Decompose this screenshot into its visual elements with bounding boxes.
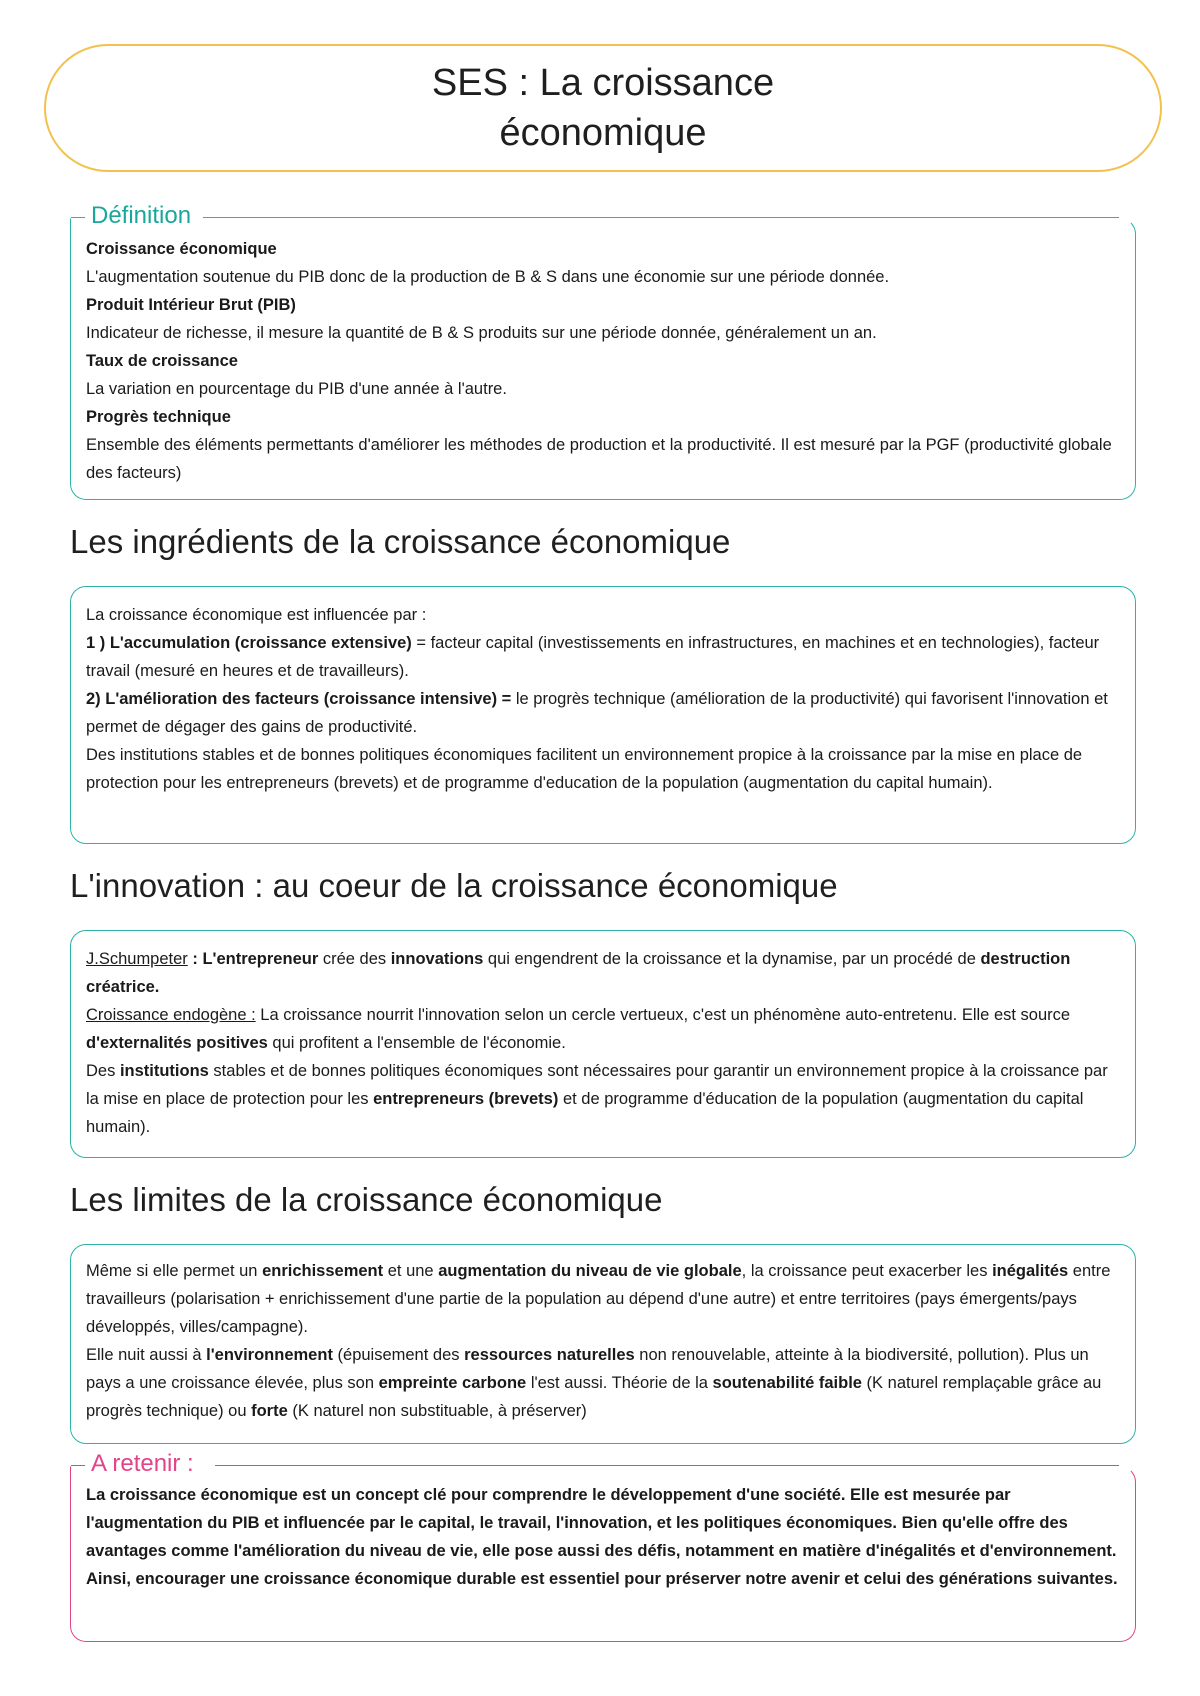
limites-a-text-1: Même si elle permet un <box>86 1262 263 1280</box>
ingredients-paragraph-3: Des institutions stables et de bonnes politiques économiques facilitent un environnement propice à la croissance par la mise en place de protection pour les entrepreneurs (brevets) et de programme d'education de la population (augmentation du capital humain). <box>86 746 1083 792</box>
innovation-b-bold-1: d'externalités positives <box>86 1034 268 1052</box>
retenir-box <box>70 1450 1136 1642</box>
innovation-b-text-1: La croissance nourrit l'innovation selon un cercle vertueux, c'est un phénomène auto-entretenu. Elle est source <box>255 1006 1071 1024</box>
ingredients-p1-bold: 1 ) L'accumulation (croissance extensive) <box>86 634 412 652</box>
definition-text: Indicateur de richesse, il mesure la quantité de B & S produits sur une période donnée, généralement un an. <box>86 324 877 342</box>
innovation-c-bold-3: (brevets) <box>488 1090 559 1108</box>
section-heading-limites: Les limites de la croissance économique <box>70 1181 663 1218</box>
innovation-a-bold-2: innovations <box>390 950 484 968</box>
definition-text: Ensemble des éléments permettants d'améliorer les méthodes de production et la productivité. Il est mesuré par la PGF (productivité globale des facteurs) <box>86 436 1112 482</box>
ingredients-p1-text: = facteur capital (investissements en infrastructures, en machines et en technologies), facteur travail (mesuré en heures et de travailleurs). <box>86 634 1100 680</box>
section-heading-innovation: L'innovation : au coeur de la croissance économique <box>70 867 838 904</box>
definition-term: Produit Intérieur Brut (PIB) <box>86 296 296 314</box>
innovation-c-text-2: stables et de bonnes politiques économiques sont nécessaires pour garantir un environnement propice à la croissance par la mise en place de protection pour les <box>86 1062 1108 1108</box>
limites-paragraph-1 <box>86 1257 1119 1341</box>
limites-b-bold-2: ressources naturelles <box>464 1346 635 1364</box>
limites-b-bold-4: soutenabilité faible <box>712 1374 862 1392</box>
limites-a-bold-3: inégalités <box>992 1262 1069 1280</box>
retenir-box-top-border-left <box>71 1465 85 1466</box>
innovation-a-text-1: crée des <box>318 950 391 968</box>
limites-b-text-4: l'est aussi. Théorie de la <box>526 1374 713 1392</box>
innovation-paragraph-2 <box>86 1001 1119 1057</box>
definition-box-top-border <box>203 217 1119 218</box>
definition-term: Progrès technique <box>86 408 231 426</box>
ingredients-p2-bold: 2) L'amélioration des facteurs (croissance intensive) = <box>86 690 512 708</box>
limites-b-text-5: (K naturel remplaçable grâce au progrès technique) ou <box>86 1374 1102 1420</box>
innovation-c-text-1: Des <box>86 1062 120 1080</box>
ingredients-paragraph-2 <box>86 685 1119 741</box>
limites-a-text-3: , la croissance peut exacerber les <box>741 1262 993 1280</box>
limites-b-text-6: (K naturel non substituable, à préserver) <box>287 1402 587 1420</box>
page-title-line-2: économique <box>499 112 707 154</box>
innovation-b-text-2: qui profitent a l'ensemble de l'économie. <box>267 1034 566 1052</box>
ingredients-paragraph-1 <box>86 629 1119 685</box>
innovation-b-underline: Croissance endogène : <box>86 1006 256 1024</box>
limites-b-bold-1: l'environnement <box>206 1346 333 1364</box>
title-box <box>44 44 1162 172</box>
retenir-text: La croissance économique est un concept clé pour comprendre le développement d'une société. Elle est mesurée par l'augmentation du PIB et influencée par le capital, le travail, l'innovation, et les politiques économiques. Bien qu'elle offre des avantages comme l'amélioration du niveau de vie, elle pose aussi des défis, notamment en matière d'inégalités et d'environnement. Ainsi, encourager une croissance économique durable est essentiel pour préserver notre avenir et celui des générations suivantes. <box>86 1486 1118 1588</box>
limites-paragraph-2 <box>86 1341 1119 1425</box>
innovation-c-text-4: et de programme d'éducation de la population (augmentation du capital humain). <box>86 1090 1084 1136</box>
definition-text: La variation en pourcentage du PIB d'une année à l'autre. <box>86 380 507 398</box>
retenir-box-top-border <box>215 1465 1119 1466</box>
ingredients-box <box>70 586 1136 844</box>
definition-term: Taux de croissance <box>86 352 238 370</box>
innovation-a-text-2: qui engendrent de la croissance et la dynamise, par un procédé de <box>483 950 981 968</box>
limites-b-text-1: Elle nuit aussi à <box>86 1346 207 1364</box>
limites-b-bold-3: empreinte carbone <box>378 1374 527 1392</box>
limites-box <box>70 1244 1136 1444</box>
innovation-a-bold-1: : L'entrepreneur <box>187 950 319 968</box>
limites-b-text-2: (épuisement des <box>332 1346 465 1364</box>
definition-text: L'augmentation soutenue du PIB donc de la production de B & S dans une économie sur une période donnée. <box>86 268 890 286</box>
innovation-a-underline: J.Schumpeter <box>86 950 188 968</box>
ingredients-intro: La croissance économique est influencée par : <box>86 606 427 624</box>
innovation-paragraph-1 <box>86 945 1119 1001</box>
limites-a-bold-1: enrichissement <box>262 1262 384 1280</box>
definition-legend: Définition <box>87 202 197 230</box>
innovation-box <box>70 930 1136 1158</box>
innovation-a-bold-3: destruction créatrice. <box>86 950 1071 996</box>
innovation-c-bold-1: institutions <box>119 1062 209 1080</box>
ingredients-p2-text: le progrès technique (amélioration de la productivité) qui favorisent l'innovation et permet de dégager des gains de productivité. <box>86 690 1108 736</box>
limites-a-text-2: et une <box>383 1262 439 1280</box>
definition-box <box>70 202 1136 500</box>
limites-b-text-3: non renouvelable, atteinte à la biodiversité, pollution). Plus un pays a une croissance élevée, plus son <box>86 1346 1089 1392</box>
page-title-line-1: SES : La croissance <box>431 62 775 104</box>
innovation-paragraph-3 <box>86 1057 1119 1141</box>
innovation-c-bold-2: entrepreneurs <box>373 1090 485 1108</box>
limites-a-text-4: entre travailleurs (polarisation + enrichissement d'une partie de la population au dépend d'une autre) et entre territoires (pays émergents/pays développés, villes/campagne). <box>86 1262 1111 1336</box>
limites-b-bold-5: forte <box>251 1402 288 1420</box>
limites-a-bold-2: augmentation du niveau de vie globale <box>438 1262 742 1280</box>
retenir-legend: A retenir : <box>87 1450 200 1478</box>
definition-box-top-border-left <box>71 217 85 218</box>
definition-term: Croissance économique <box>86 240 277 258</box>
section-heading-ingredients: Les ingrédients de la croissance économique <box>70 523 731 560</box>
